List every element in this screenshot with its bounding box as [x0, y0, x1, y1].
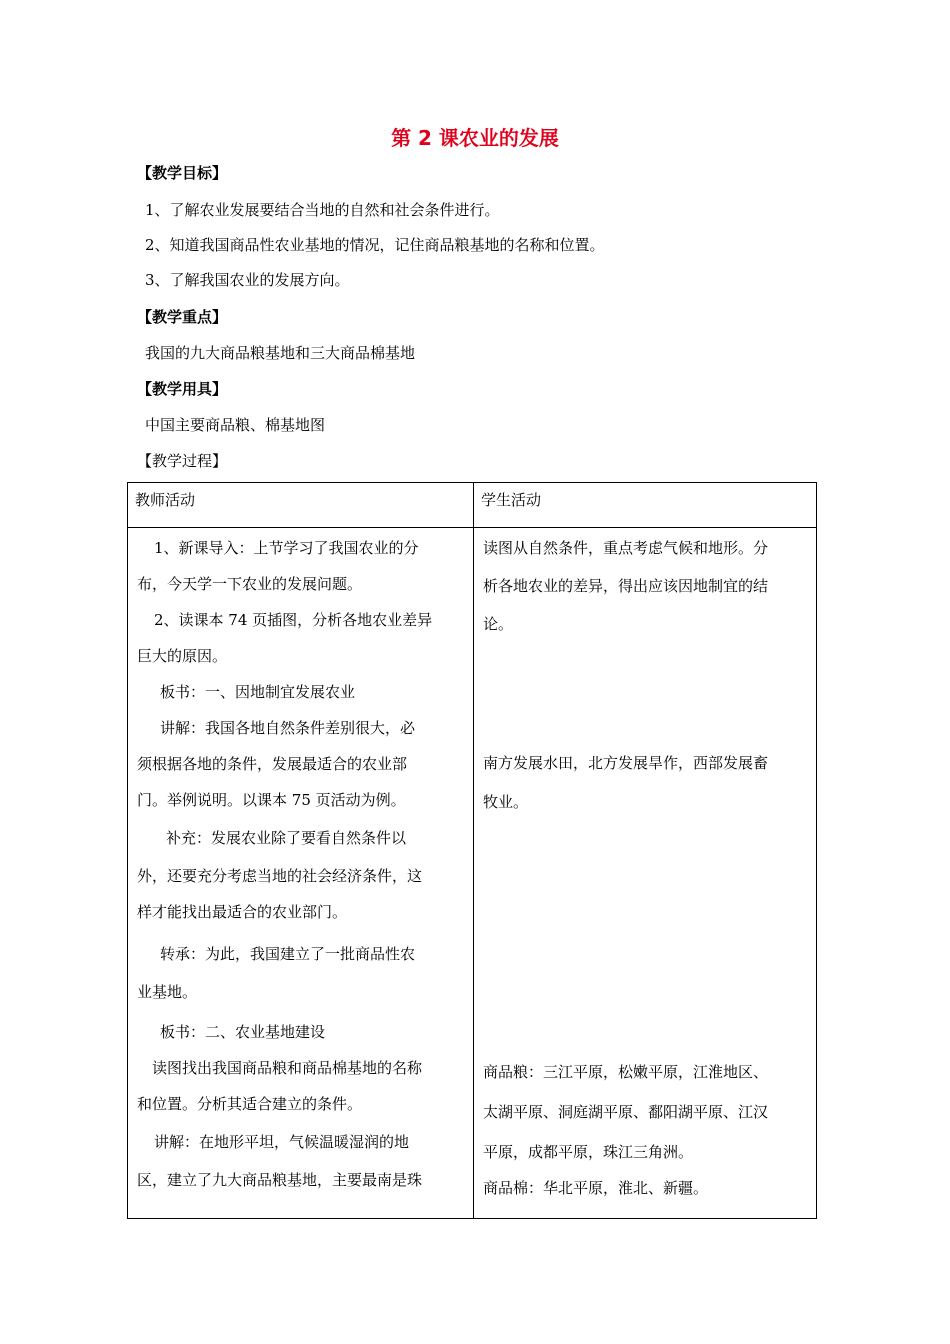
teacher-line: 板书：二、农业基地建设 [160, 1023, 326, 1041]
teacher-line: 须根据各地的条件，发展最适合的农业部 [137, 755, 408, 773]
teacher-line: 讲解：在地形平坦，气候温暖湿润的地 [154, 1133, 410, 1151]
teacher-line: 1、新课导入：上节学习了我国农业的分 [154, 539, 419, 557]
teacher-line: 样才能找出最适合的农业部门。 [137, 903, 348, 921]
student-line: 论。 [483, 615, 514, 633]
table-header-row [128, 483, 817, 528]
teacher-line: 巨大的原因。 [137, 647, 228, 665]
objective-item: 3、了解我国农业的发展方向。 [145, 271, 350, 289]
student-line: 商品棉：华北平原，淮北、新疆。 [483, 1179, 709, 1197]
student-line: 牧业。 [483, 793, 529, 811]
keypoint-heading: 【教学重点】 [137, 308, 228, 326]
student-line: 平原，成都平原，珠江三角洲。 [483, 1143, 694, 1161]
teacher-line: 外，还要充分考虑当地的社会经济条件，这 [137, 867, 423, 885]
table-row [128, 528, 817, 1219]
teacher-column-header: 教师活动 [128, 483, 474, 528]
process-heading: 【教学过程】 [137, 452, 228, 470]
teacher-activity-cell [128, 528, 473, 1218]
objective-item: 2、知道我国商品性农业基地的情况，记住商品粮基地的名称和位置。 [145, 236, 605, 254]
teacher-line: 和位置。分析其适合建立的条件。 [137, 1095, 363, 1113]
teacher-line: 布，今天学一下农业的发展问题。 [137, 575, 363, 593]
tools-text: 中国主要商品粮、棉基地图 [145, 416, 326, 434]
student-line: 读图从自然条件，重点考虑气候和地形。分 [483, 539, 769, 557]
student-column-header: 学生活动 [474, 483, 817, 528]
page-title: 第 2 课农业的发展 [391, 126, 559, 150]
objective-item: 1、了解农业发展要结合当地的自然和社会条件进行。 [145, 201, 500, 219]
tools-heading: 【教学用具】 [137, 380, 228, 398]
teacher-line: 补充：发展农业除了要看自然条件以 [166, 829, 407, 847]
process-table [127, 482, 817, 1219]
teacher-line: 门。举例说明。以课本 75 页活动为例。 [137, 791, 406, 809]
keypoint-text: 我国的九大商品粮基地和三大商品棉基地 [145, 344, 416, 362]
teacher-line: 讲解：我国各地自然条件差别很大，必 [160, 719, 416, 737]
student-line: 析各地农业的差异，得出应该因地制宜的结 [483, 577, 769, 595]
student-line: 南方发展水田，北方发展旱作，西部发展畜 [483, 754, 769, 772]
teacher-line: 板书：一、因地制宜发展农业 [160, 683, 356, 701]
student-line: 商品粮：三江平原，松嫩平原，江淮地区、 [483, 1063, 769, 1081]
teacher-line: 业基地。 [137, 983, 198, 1001]
objectives-heading: 【教学目标】 [137, 164, 228, 182]
student-line: 太湖平原、洞庭湖平原、鄱阳湖平原、江汉 [483, 1103, 769, 1121]
teacher-line: 转承：为此，我国建立了一批商品性农 [160, 945, 416, 963]
teacher-line: 2、读课本 74 页插图，分析各地农业差异 [154, 611, 433, 629]
student-activity-cell [474, 528, 816, 1218]
teacher-line: 读图找出我国商品粮和商品棉基地的名称 [152, 1059, 423, 1077]
teacher-line: 区，建立了九大商品粮基地，主要最南是珠 [137, 1171, 423, 1189]
